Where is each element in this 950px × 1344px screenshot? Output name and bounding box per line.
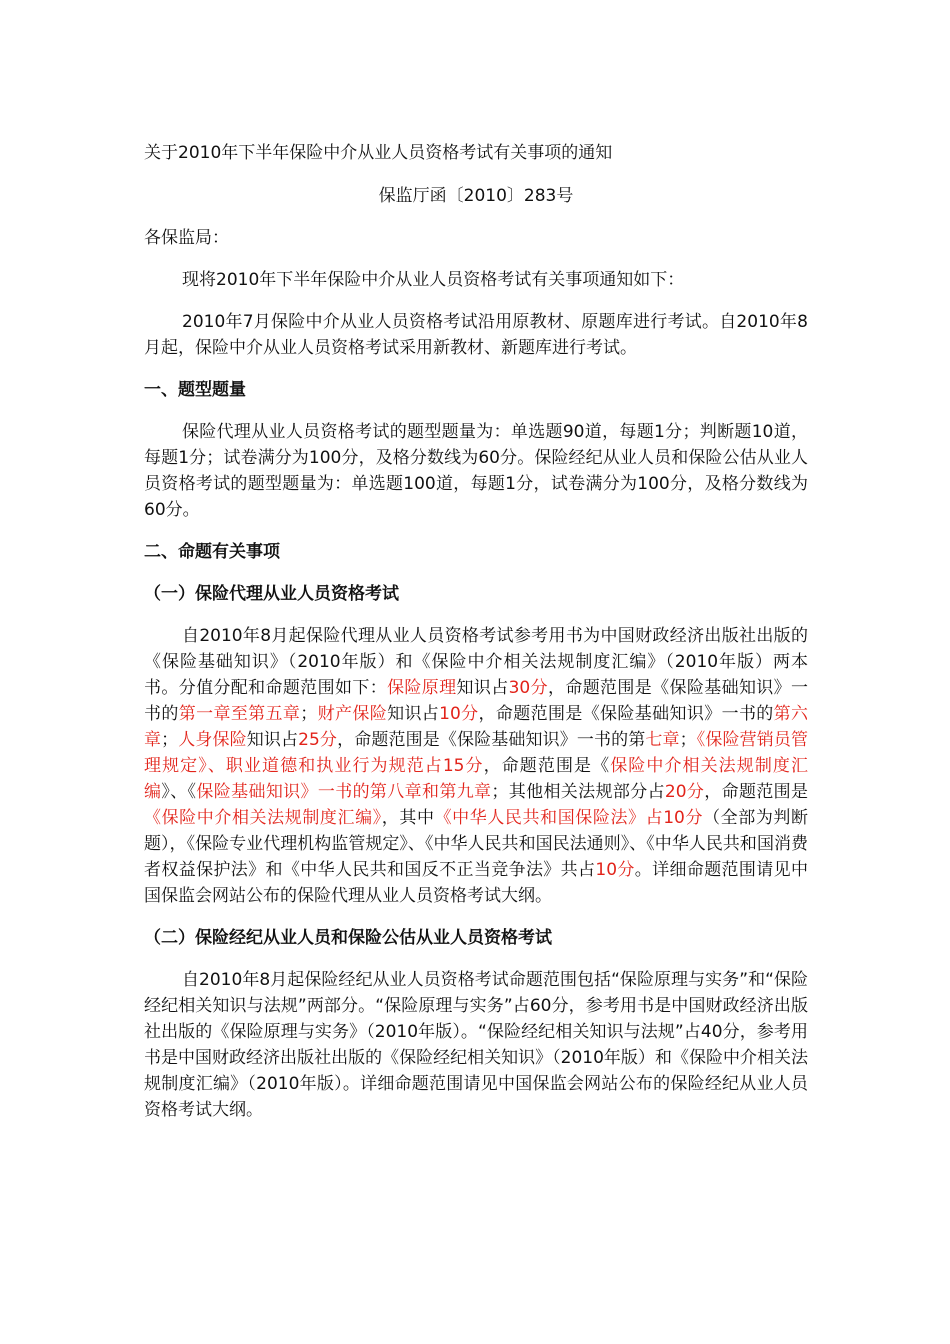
document-number: 保监厅函〔2010〕283号 [378,186,574,206]
notice-document [144,140,808,1139]
text-segment: ； [300,704,318,724]
highlighted-text: 财产保险 [317,704,388,724]
highlighted-text: 保险原理 [387,678,457,698]
section-heading-exam-scope: 二、命题有关事项 [144,542,280,562]
text-segment: ； [679,730,697,750]
text-segment: 知识占 [246,730,299,750]
highlighted-text: 25分 [298,730,338,750]
highlighted-text: 10分 [595,860,635,880]
question-types-paragraph: 保险代理从业人员资格考试的题型题量为：单选题90道，每题1分；判断题10道，每题1分；试卷满分为100分，及格分数线为60分。保险经纪从业人员和保险公估从业人员资格考试的题型题量为：单选题100道，每题1分，试卷满分为100分，及格分数线为60分。 [144,422,808,520]
highlighted-text: 第一章至第五章 [178,704,301,724]
text-segment: ，命题范围是《 [483,756,611,776]
highlighted-text: 保险基础知识》一书的第八章和第九章 [196,782,492,802]
text-segment: ，命题范围是 [704,782,809,802]
highlighted-text: 人身保险 [178,730,247,750]
subheading-agent-exam: （一）保险代理从业人员资格考试 [144,584,399,604]
document-title: 关于2010年下半年保险中介从业人员资格考试有关事项的通知 [144,143,613,163]
highlighted-text: 第六章 [144,704,809,750]
highlighted-text: 七章 [645,730,680,750]
text-segment: 知识占 [456,678,509,698]
salutation: 各保监局： [144,228,229,248]
text-segment: ；其他相关法规部分占 [491,782,665,802]
text-segment: 》、《 [161,782,197,802]
agent-exam-paragraph [144,623,808,909]
highlighted-text: 《保险中介相关法规制度汇编》 [144,808,382,828]
section-heading-question-types: 一、题型题量 [144,380,246,400]
text-segment: 。详细命题范围请见中国保监会网站公布的保险代理从业人员资格考试大纲。 [144,860,808,906]
intro-paragraph: 现将2010年下半年保险中介从业人员资格考试有关事项通知如下： [182,270,685,290]
text-segment: ，命题范围是《保险基础知识》一书的 [478,704,774,724]
text-segment: ，其中 [381,808,435,828]
highlighted-text: 10分 [439,704,479,724]
broker-exam-paragraph: 自2010年8月起保险经纪从业人员资格考试命题范围包括“保险原理与实务”和“保险经纪相关知识与法规”两部分。“保险原理与实务”占60分，参考用书是中国财政经济出版社出版的《保险原理与实务》（2010年版）。“保险经纪相关知识与法规”占40分，参考用书是中国财政经济出版社出版的《保险经纪相关知识》（2010年版）和《保险中介相关法规制度汇编》（2010年版）。详细命题范围请见中国保监会网站公布的保险经纪从业人员资格考试大纲。 [144,970,808,1120]
text-segment: ，命题范围是《保险基础知识》一书的 [144,678,809,724]
highlighted-text: 《保险营销员管理规定》、职业道德和执业行为规范占15分 [144,730,809,776]
text-segment: ； [161,730,179,750]
text-segment: 自2010年8月起保险代理从业人员资格考试参考用书为中国财政经济出版社出版的《保险基础知识》（2010年版）和《保险中介相关法规制度汇编》（2010年版）两本书。分值分配和命题范围如下： [144,626,808,698]
highlighted-text: 保险中介相关法规制度汇编 [144,756,808,802]
highlighted-text: 《中华人民共和国保险法》占10分 [434,808,704,828]
transition-paragraph: 2010年7月保险中介从业人员资格考试沿用原教材、原题库进行考试。自2010年8月起，保险中介从业人员资格考试采用新教材、新题库进行考试。 [144,312,808,358]
highlighted-text: 20分 [664,782,705,802]
highlighted-text: 30分 [508,678,548,698]
text-segment: ，命题范围是《保险基础知识》一书的第 [337,730,646,750]
text-segment: 知识占 [387,704,440,724]
subheading-broker-exam: （二）保险经纪从业人员和保险公估从业人员资格考试 [144,928,552,948]
text-segment: （全部为判断题），《保险专业代理机构监管规定》、《中华人民共和国民法通则》、《中华人民共和国消费者权益保护法》和《中华人民共和国反不正当竞争法》共占 [144,808,809,880]
